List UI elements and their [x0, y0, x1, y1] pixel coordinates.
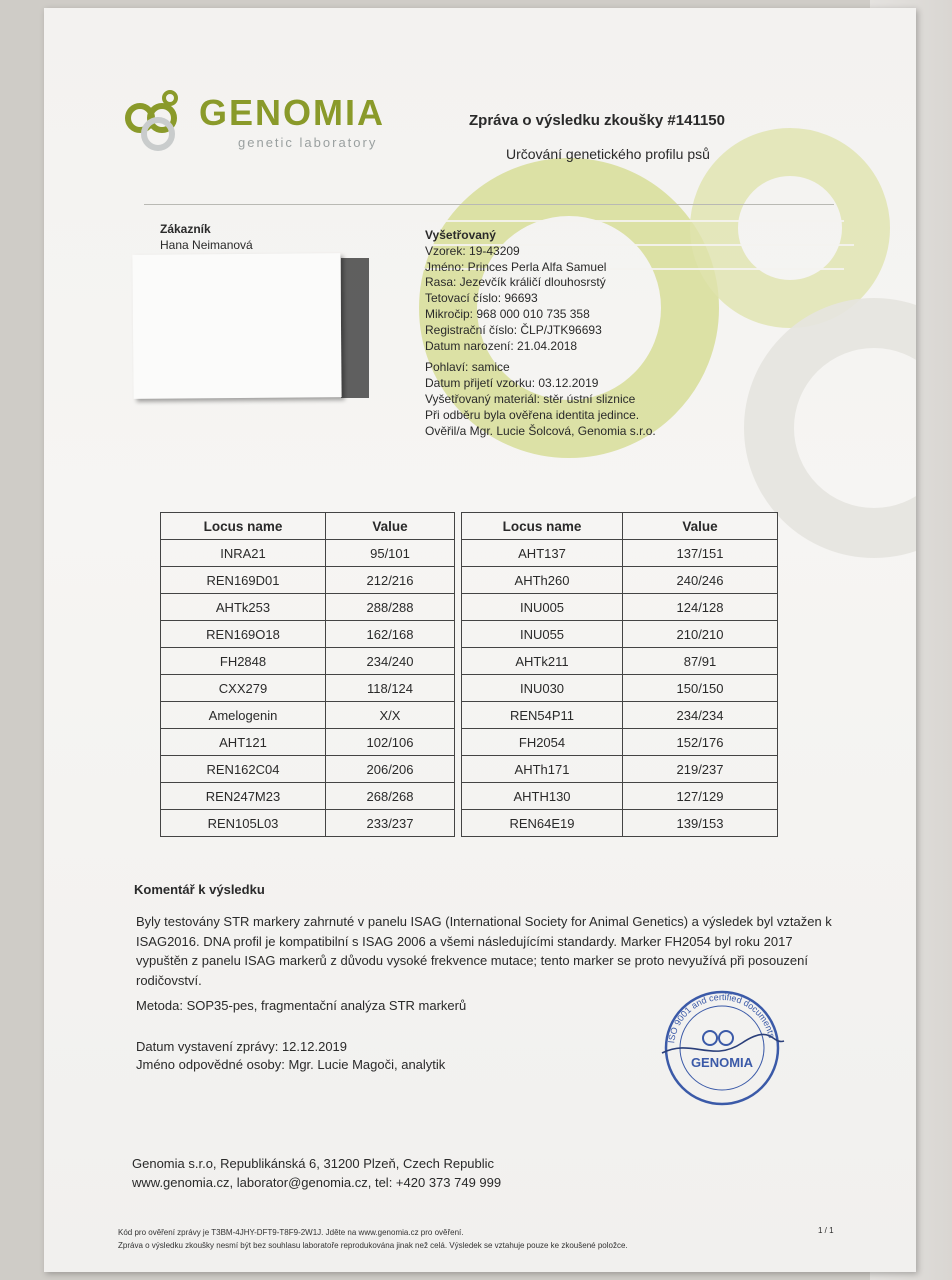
comment-heading: Komentář k výsledku [134, 882, 265, 897]
locus-name-cell: REN247M23 [161, 783, 326, 810]
locus-name-cell: INU030 [462, 675, 623, 702]
locus-name-cell: REN64E19 [462, 810, 623, 837]
column-gap [455, 594, 462, 621]
value-cell: 139/153 [623, 810, 778, 837]
column-gap [455, 702, 462, 729]
subject-line: Registrační číslo: ČLP/JTK96693 [425, 322, 602, 337]
locus-name-cell: FH2848 [161, 648, 326, 675]
value-cell: 95/101 [326, 540, 455, 567]
table-row [161, 810, 778, 837]
locus-name-cell: REN169D01 [161, 567, 326, 594]
subject-line: Při odběru byla ověřena identita jedince. [425, 407, 640, 422]
loci-table [160, 512, 778, 837]
value-cell: 219/237 [623, 756, 778, 783]
subject-line: Ověřil/a Mgr. Lucie Šolcová, Genomia s.r.o. [425, 423, 656, 438]
report-subtitle: Určování genetického profilu psů [506, 146, 710, 162]
column-gap [455, 810, 462, 837]
divider [144, 204, 834, 205]
subject-line: Rasa: Jezevčík králičí dlouhosrstý [425, 275, 606, 290]
locus-name-cell: AHTH130 [462, 783, 623, 810]
locus-name-cell: AHTh171 [462, 756, 623, 783]
value-cell: 127/129 [623, 783, 778, 810]
column-gap [455, 783, 462, 810]
value-cell: 234/240 [326, 648, 455, 675]
responsible-person: Jméno odpovědné osoby: Mgr. Lucie Magoči, analytik [136, 1057, 446, 1072]
company-logo [124, 88, 386, 163]
stamp-ring-text: ISO 9001 and certified documents [666, 991, 777, 1044]
locus-name-cell: AHT121 [161, 729, 326, 756]
table-row [161, 675, 778, 702]
sticky-note-cover [132, 253, 341, 399]
certification-stamp [652, 983, 792, 1118]
table-row [161, 702, 778, 729]
column-gap [455, 567, 462, 594]
column-header: Locus name [462, 513, 623, 540]
locus-name-cell: AHTk211 [462, 648, 623, 675]
company-tagline: genetic laboratory [238, 135, 378, 150]
locus-name-cell: REN162C04 [161, 756, 326, 783]
locus-name-cell: CXX279 [161, 675, 326, 702]
column-header: Locus name [161, 513, 326, 540]
locus-name-cell: REN54P11 [462, 702, 623, 729]
decorative-stripe [424, 220, 844, 222]
locus-name-cell: INRA21 [161, 540, 326, 567]
value-cell: 234/234 [623, 702, 778, 729]
value-cell: 152/176 [623, 729, 778, 756]
value-cell: X/X [326, 702, 455, 729]
report-page [44, 8, 916, 1272]
table-row [161, 567, 778, 594]
table-row [161, 594, 778, 621]
subject-line: Vzorek: 19-43209 [425, 243, 520, 258]
subject-line: Pohlaví: samice [425, 360, 510, 375]
column-header: Value [326, 513, 455, 540]
locus-name-cell: INU005 [462, 594, 623, 621]
table-row [161, 783, 778, 810]
subject-line: Tetovací číslo: 96693 [425, 291, 538, 306]
locus-name-cell: REN105L03 [161, 810, 326, 837]
column-gap [455, 756, 462, 783]
value-cell: 240/246 [623, 567, 778, 594]
subject-line: Jméno: Princes Perla Alfa Samuel [425, 259, 607, 274]
value-cell: 268/268 [326, 783, 455, 810]
subject-line: Mikročip: 968 000 010 735 358 [425, 306, 590, 321]
value-cell: 233/237 [326, 810, 455, 837]
genomia-logo-icon [124, 88, 204, 158]
contact-line: www.genomia.cz, laborator@genomia.cz, tel: +420 373 749 999 [132, 1175, 502, 1190]
value-cell: 288/288 [326, 594, 455, 621]
locus-name-cell: FH2054 [462, 729, 623, 756]
table-row [161, 756, 778, 783]
locus-name-cell: INU055 [462, 621, 623, 648]
column-gap [455, 648, 462, 675]
table-row [161, 729, 778, 756]
value-cell: 124/128 [623, 594, 778, 621]
table-row [161, 621, 778, 648]
value-cell: 137/151 [623, 540, 778, 567]
customer-heading: Zákazník [160, 222, 211, 236]
issue-info [136, 1038, 445, 1074]
subject-line: Vyšetřovaný materiál: stěr ústní sliznice [425, 391, 636, 406]
value-cell: 87/91 [623, 648, 778, 675]
column-gap [455, 729, 462, 756]
issue-date: Datum vystavení zprávy: 12.12.2019 [136, 1039, 348, 1054]
company-address [132, 1154, 501, 1192]
report-title: Zpráva o výsledku zkoušky #141150 [469, 112, 725, 129]
table-header-row [161, 513, 778, 540]
subject-heading: Vyšetřovaný [425, 228, 496, 242]
value-cell: 150/150 [623, 675, 778, 702]
sticky-note-shadow [341, 258, 369, 398]
column-gap [455, 513, 462, 540]
table-row [161, 540, 778, 567]
value-cell: 210/210 [623, 621, 778, 648]
locus-name-cell: Amelogenin [161, 702, 326, 729]
subject-line: Datum přijetí vzorku: 03.12.2019 [425, 376, 599, 391]
svg-text:ISO 9001 and certified documen [666, 992, 777, 1044]
reproduction-notice: Zpráva o výsledku zkoušky nesmí být bez souhlasu laboratoře reprodukována jinak než celá. Výsledek se vztahuje pouze ke zkoušené položce. [118, 1241, 628, 1250]
company-name: GENOMIA [199, 92, 386, 133]
subject-line: Datum narození: 21.04.2018 [425, 338, 578, 353]
stamp-name: GENOMIA [690, 1055, 754, 1070]
locus-name-cell: AHT137 [462, 540, 623, 567]
column-gap [455, 540, 462, 567]
column-gap [455, 675, 462, 702]
stamp-icon [652, 983, 792, 1113]
value-cell: 102/106 [326, 729, 455, 756]
locus-name-cell: AHTk253 [161, 594, 326, 621]
value-cell: 206/206 [326, 756, 455, 783]
locus-name-cell: REN169O18 [161, 621, 326, 648]
locus-name-cell: AHTh260 [462, 567, 623, 594]
value-cell: 162/168 [326, 621, 455, 648]
method-line: Metoda: SOP35-pes, fragmentační analýza STR markerů [136, 998, 467, 1013]
value-cell: 212/216 [326, 567, 455, 594]
comment-body: Byly testovány STR markery zahrnuté v panelu ISAG (International Society for Animal Genetics) a výsledek byl vztažen k ISAG2016. DNA profil je kompatibilní s ISAG 2006 a všemi následujícími standardy. Marker FH2054 byl roku 2017 vypuštěn z panelu ISAG markerů z důvodu vysoké frekvence mutace; tento marker se proto nevyužívá při posouzení rodičovství. [136, 914, 832, 988]
column-header: Value [623, 513, 778, 540]
customer-name: Hana Neimanová [160, 238, 253, 252]
column-gap [455, 621, 462, 648]
address-line: Genomia s.r.o, Republikánská 6, 31200 Plzeň, Czech Republic [132, 1156, 495, 1171]
footer [118, 1226, 628, 1252]
verification-code-line: Kód pro ověření zprávy je T3BM-4JHY-DFT9-T8F9-2W1J. Jděte na www.genomia.cz pro ověření. [118, 1228, 464, 1237]
subject-info [425, 228, 656, 439]
value-cell: 118/124 [326, 675, 455, 702]
table-row [161, 648, 778, 675]
page-number: 1 / 1 [818, 1226, 834, 1235]
